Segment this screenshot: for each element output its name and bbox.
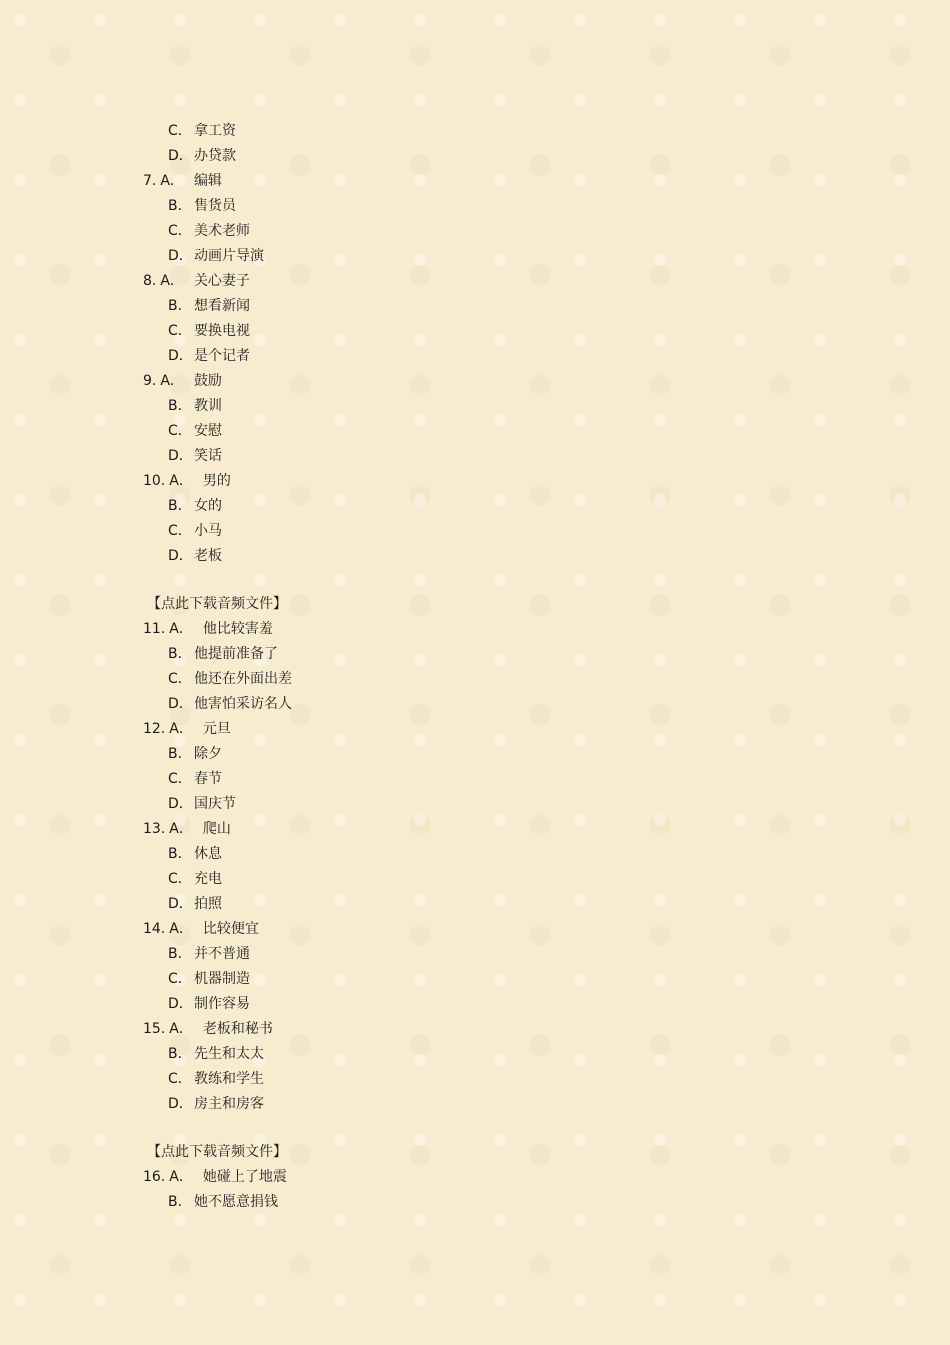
option-item xyxy=(143,244,292,269)
option-letter: A． xyxy=(169,621,193,637)
question-item xyxy=(143,369,292,394)
option-item xyxy=(143,992,292,1017)
option-text: 除夕 xyxy=(194,746,222,762)
option-text: 女的 xyxy=(194,498,222,514)
option-letter: C． xyxy=(168,223,192,239)
option-letter: A． xyxy=(169,473,193,489)
question-item xyxy=(143,817,292,842)
option-item xyxy=(143,119,292,144)
option-letter: B． xyxy=(168,846,192,862)
option-text: 他比较害羞 xyxy=(202,621,273,637)
option-letter: A． xyxy=(169,921,193,937)
option-letter: D． xyxy=(168,248,193,264)
option-text: 小马 xyxy=(194,523,222,539)
option-item xyxy=(143,294,292,319)
option-text: 充电 xyxy=(194,871,222,887)
option-letter: A． xyxy=(160,273,184,289)
question-number: 14. xyxy=(143,921,166,937)
option-text: 制作容易 xyxy=(194,996,250,1012)
option-text: 是个记者 xyxy=(194,348,250,364)
option-letter: D． xyxy=(168,1096,193,1112)
option-text: 休息 xyxy=(194,846,222,862)
option-text: 安慰 xyxy=(194,423,222,439)
question-number: 13. xyxy=(143,821,166,837)
option-item xyxy=(143,419,292,444)
option-letter: C． xyxy=(168,123,192,139)
option-item xyxy=(143,1067,292,1092)
section-gap xyxy=(143,569,292,592)
question-number: 9. xyxy=(143,373,157,389)
option-text: 他害怕采访名人 xyxy=(194,696,292,712)
option-item xyxy=(143,1092,292,1117)
option-letter: D． xyxy=(168,896,193,912)
option-letter: C． xyxy=(168,671,192,687)
option-letter: C． xyxy=(168,423,192,439)
option-text: 美术老师 xyxy=(194,223,250,239)
option-letter: C． xyxy=(168,1071,192,1087)
option-item xyxy=(143,194,292,219)
option-text: 并不普通 xyxy=(194,946,250,962)
option-item xyxy=(143,867,292,892)
option-item xyxy=(143,344,292,369)
question-item xyxy=(143,1017,292,1042)
option-item xyxy=(143,394,292,419)
question-number: 8. xyxy=(143,273,157,289)
option-text: 先生和太太 xyxy=(194,1046,264,1062)
option-text: 老板 xyxy=(194,548,222,564)
option-item xyxy=(143,219,292,244)
option-text: 他还在外面出差 xyxy=(194,671,292,687)
question-item xyxy=(143,269,292,294)
option-text: 男的 xyxy=(202,473,231,489)
option-item xyxy=(143,1190,292,1215)
option-text: 想看新闻 xyxy=(194,298,250,314)
option-letter: C． xyxy=(168,971,192,987)
option-letter: D． xyxy=(168,348,193,364)
option-letter: B． xyxy=(168,198,192,214)
option-text: 机器制造 xyxy=(194,971,250,987)
option-item xyxy=(143,1042,292,1067)
question-item xyxy=(143,617,292,642)
question-item xyxy=(143,917,292,942)
option-item xyxy=(143,642,292,667)
option-text: 关心妻子 xyxy=(193,273,250,289)
option-letter: C． xyxy=(168,523,192,539)
question-item xyxy=(143,717,292,742)
option-item xyxy=(143,792,292,817)
option-letter: B． xyxy=(168,1194,192,1210)
option-item xyxy=(143,519,292,544)
option-text: 国庆节 xyxy=(194,796,236,812)
option-text: 办贷款 xyxy=(194,148,236,164)
section-gap xyxy=(143,1117,292,1140)
option-letter: D． xyxy=(168,548,193,564)
option-text: 教训 xyxy=(194,398,222,414)
option-item xyxy=(143,942,292,967)
option-letter: D． xyxy=(168,796,193,812)
option-letter: C． xyxy=(168,871,192,887)
question-list xyxy=(143,119,292,1215)
question-number: 16. xyxy=(143,1169,166,1185)
option-text: 她碰上了地震 xyxy=(202,1169,287,1185)
question-item xyxy=(143,1165,292,1190)
question-item xyxy=(143,469,292,494)
option-item xyxy=(143,144,292,169)
option-letter: B． xyxy=(168,746,192,762)
option-item xyxy=(143,892,292,917)
option-item xyxy=(143,444,292,469)
option-text: 房主和房客 xyxy=(194,1096,264,1112)
option-item xyxy=(143,319,292,344)
option-text: 编辑 xyxy=(193,173,222,189)
question-item xyxy=(143,169,292,194)
option-text: 鼓励 xyxy=(193,373,222,389)
option-letter: C． xyxy=(168,771,192,787)
option-text: 拍照 xyxy=(194,896,222,912)
option-text: 教练和学生 xyxy=(194,1071,264,1087)
option-letter: B． xyxy=(168,646,192,662)
download-audio-link[interactable]: 【点此下载音频文件】 xyxy=(147,596,287,612)
question-number: 10. xyxy=(143,473,166,489)
question-number: 15. xyxy=(143,1021,166,1037)
option-letter: D． xyxy=(168,148,193,164)
question-number: 7. xyxy=(143,173,157,189)
option-item xyxy=(143,767,292,792)
option-text: 元旦 xyxy=(202,721,231,737)
option-letter: A． xyxy=(169,1021,193,1037)
question-number: 12. xyxy=(143,721,166,737)
option-letter: D． xyxy=(168,448,193,464)
option-letter: A． xyxy=(169,1169,193,1185)
option-letter: C． xyxy=(168,323,192,339)
option-text: 要换电视 xyxy=(194,323,250,339)
option-letter: B． xyxy=(168,946,192,962)
option-item xyxy=(143,842,292,867)
option-text: 比较便宜 xyxy=(202,921,259,937)
option-letter: D． xyxy=(168,696,193,712)
option-letter: A． xyxy=(169,721,193,737)
option-letter: B． xyxy=(168,1046,192,1062)
download-audio-link[interactable]: 【点此下载音频文件】 xyxy=(147,1144,287,1160)
option-letter: A． xyxy=(169,821,193,837)
option-item xyxy=(143,967,292,992)
option-letter: A． xyxy=(160,173,184,189)
option-text: 拿工资 xyxy=(194,123,236,139)
option-item xyxy=(143,544,292,569)
question-number: 11. xyxy=(143,621,166,637)
option-item xyxy=(143,667,292,692)
option-text: 她不愿意捐钱 xyxy=(194,1194,278,1210)
option-item xyxy=(143,692,292,717)
option-text: 笑话 xyxy=(194,448,222,464)
option-text: 春节 xyxy=(194,771,222,787)
option-text: 动画片导演 xyxy=(194,248,264,264)
option-text: 他提前准备了 xyxy=(194,646,278,662)
option-letter: B． xyxy=(168,498,192,514)
option-item xyxy=(143,494,292,519)
option-text: 爬山 xyxy=(202,821,231,837)
option-letter: D． xyxy=(168,996,193,1012)
option-letter: A． xyxy=(160,373,184,389)
option-item xyxy=(143,742,292,767)
option-letter: B． xyxy=(168,398,192,414)
option-text: 老板和秘书 xyxy=(202,1021,273,1037)
option-text: 售货员 xyxy=(194,198,236,214)
option-letter: B． xyxy=(168,298,192,314)
